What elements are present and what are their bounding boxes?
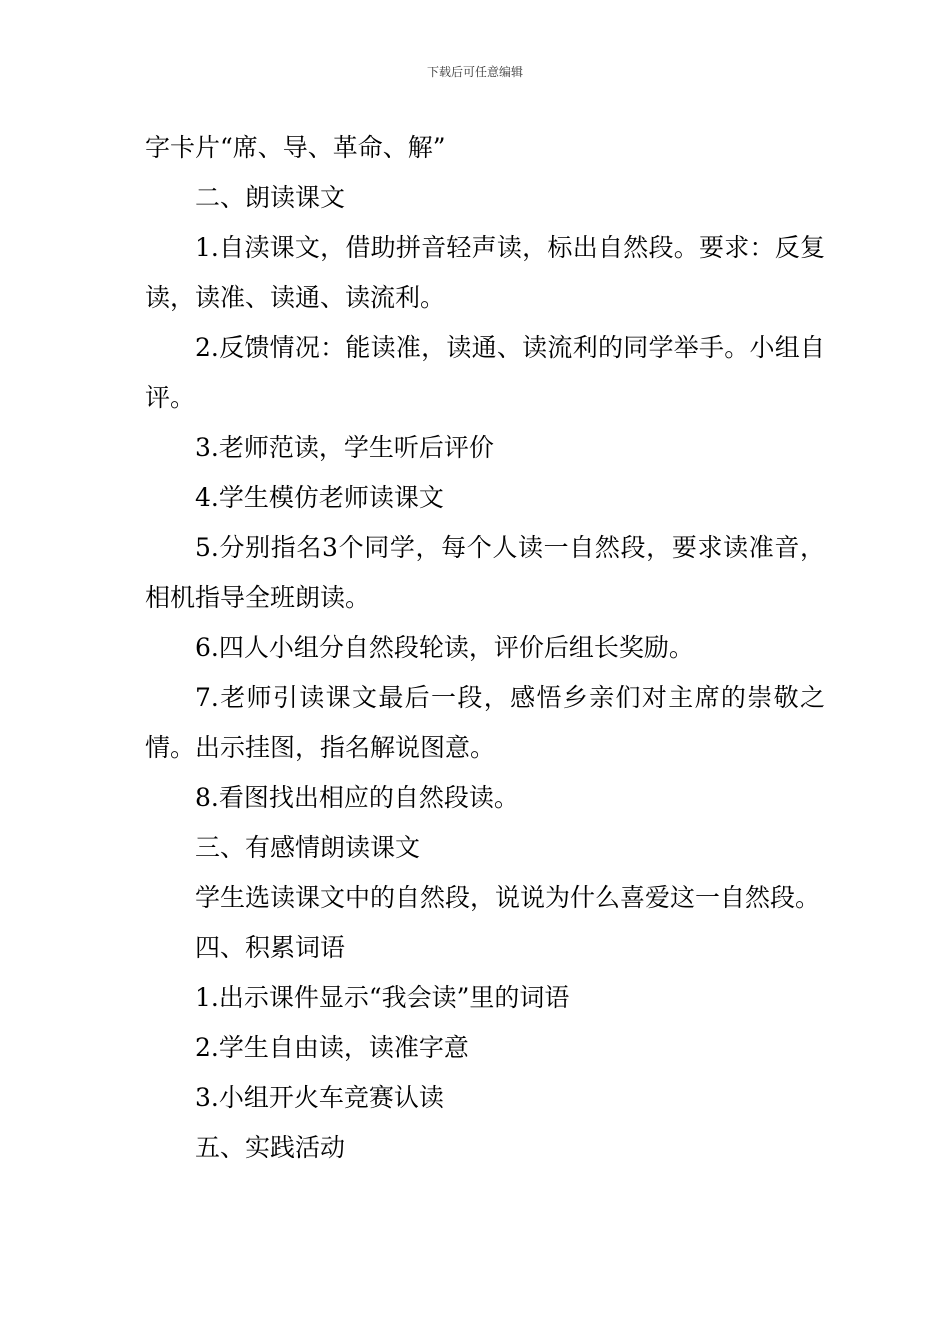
document-body bbox=[145, 123, 825, 1173]
paragraph: 学生选读课文中的自然段，说说为什么喜爱这一自然段。 bbox=[195, 883, 821, 912]
paragraph: 5.分别指名3个同学，每个人读一自然段，要求读准音，相机指导全班朗读。 bbox=[145, 533, 825, 612]
section-heading: 四、积累词语 bbox=[195, 933, 346, 962]
section-heading: 三、有感情朗读课文 bbox=[195, 833, 421, 862]
paragraph: 1.出示课件显示“我会读”里的词语 bbox=[195, 983, 570, 1012]
paragraph: 字卡片“席、导、革命、解” bbox=[145, 133, 446, 162]
section-heading: 五、实践活动 bbox=[195, 1133, 346, 1162]
paragraph: 2.反馈情况：能读准，读通、读流利的同学举手。小组自评。 bbox=[145, 333, 825, 412]
paragraph: 2.学生自由读，读准字意 bbox=[195, 1033, 469, 1062]
paragraph: 3.小组开火车竞赛认读 bbox=[195, 1083, 444, 1112]
paragraph: 6.四人小组分自然段轮读，评价后组长奖励。 bbox=[195, 633, 694, 662]
paragraph: 8.看图找出相应的自然段读。 bbox=[195, 783, 519, 812]
section-heading: 二、朗读课文 bbox=[195, 183, 346, 212]
paragraph: 7.老师引读课文最后一段，感悟乡亲们对主席的崇敬之情。出示挂图，指名解说图意。 bbox=[145, 683, 825, 762]
paragraph: 4.学生模仿老师读课文 bbox=[195, 483, 444, 512]
paragraph: 3.老师范读，学生听后评价 bbox=[195, 433, 494, 462]
paragraph: 1.自渎课文，借助拼音轻声读，标出自然段。要求：反复读，读准、读通、读流利。 bbox=[145, 233, 825, 312]
page-header-note: 下载后可任意编辑 bbox=[426, 65, 523, 79]
